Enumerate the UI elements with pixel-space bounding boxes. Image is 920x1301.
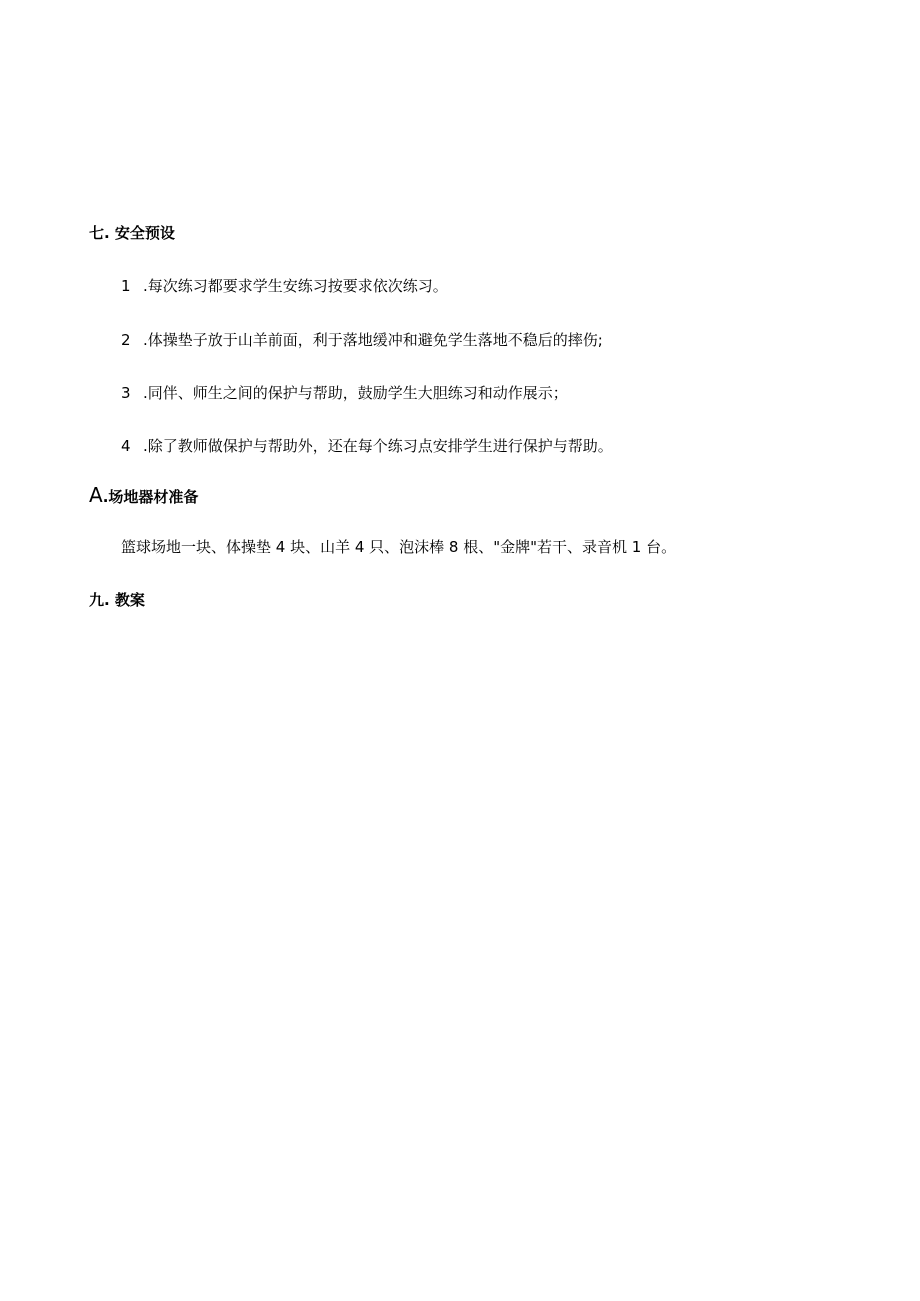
equipment-heading-text: .场地器材准备	[102, 488, 199, 506]
lesson-plan-heading: 九. 教案	[89, 591, 145, 609]
safety-item-number: 3	[121, 384, 131, 402]
safety-item-number: 4	[121, 437, 131, 455]
equipment-heading	[89, 483, 199, 507]
safety-item-number: 2	[121, 331, 131, 349]
equipment-paragraph: 篮球场地一块、体操垫 4 块、山羊 4 只、泡沫棒 8 根、"金牌"若干、录音机 1 台。	[121, 538, 677, 556]
safety-item-text: .每次练习都要求学生安练习按要求依次练习。	[143, 277, 448, 295]
safety-item-2	[121, 331, 603, 349]
safety-item-text: .除了教师做保护与帮助外，还在每个练习点安排学生进行保护与帮助。	[143, 437, 613, 455]
safety-item-number: 1	[121, 277, 131, 295]
equipment-heading-prefix: A	[89, 483, 103, 507]
safety-heading: 七. 安全预设	[89, 224, 175, 242]
safety-item-3	[121, 384, 568, 402]
safety-item-1	[121, 277, 448, 295]
safety-item-text: .同伴、师生之间的保护与帮助，鼓励学生大胆练习和动作展示；	[143, 384, 568, 402]
safety-item-text: .体操垫子放于山羊前面，利于落地缓冲和避免学生落地不稳后的摔伤;	[143, 331, 603, 349]
safety-item-4	[121, 437, 613, 455]
